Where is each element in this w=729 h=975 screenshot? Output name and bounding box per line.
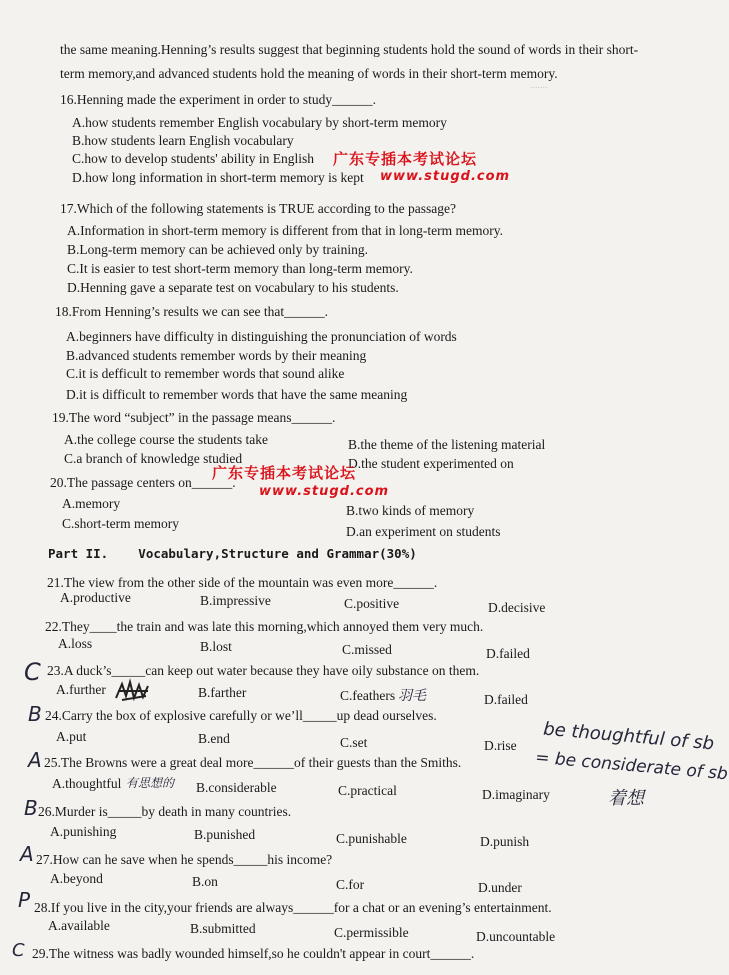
- question-26-option-c: C.punishable: [336, 831, 407, 846]
- question-18-option-b: B.advanced students remember words by their meaning: [66, 348, 367, 363]
- question-16-option-d: D.how long information in short-term memory is kept: [72, 170, 364, 185]
- question-16-option-b: B.how students learn English vocabulary: [72, 133, 294, 148]
- question-17-option-d: D.Henning gave a separate test on vocabulary to his students.: [67, 280, 399, 295]
- question-19-option-a: A.the college course the students take: [64, 432, 268, 447]
- question-21-option-d: D.decisive: [488, 600, 546, 615]
- question-22-option-d: D.failed: [486, 646, 530, 661]
- question-26-stem: 26.Murder is_____by death in many countries.: [38, 804, 292, 819]
- question-22-stem: 22.They____the train and was late this morning,which annoyed them very much.: [45, 619, 484, 634]
- question-20-option-d: D.an experiment on students: [346, 524, 501, 539]
- question-27-option-b: B.on: [192, 874, 218, 889]
- question-23-option-c: C.feathers: [340, 688, 396, 703]
- handwritten-note-phrase-1: be thoughtful of sb: [542, 718, 715, 755]
- question-28-option-b: B.submitted: [190, 921, 256, 936]
- question-19-stem: 19.The word “subject” in the passage means______.: [52, 410, 336, 425]
- question-17-stem: 17.Which of the following statements is TRUE according to the passage?: [60, 201, 457, 216]
- question-23-stem: 23.A duck’s_____can keep out water because they have oily substance on them.: [47, 663, 480, 678]
- question-17-option-c: C.It is easier to test short-term memory than long-term memory.: [67, 261, 413, 276]
- question-21-option-b: B.impressive: [200, 593, 271, 608]
- question-27-option-d: D.under: [478, 880, 522, 895]
- question-27-option-c: C.for: [336, 877, 365, 892]
- handwritten-note-25: 有思想的: [126, 776, 175, 790]
- question-21-option-a: A.productive: [60, 590, 131, 605]
- question-22-option-c: C.missed: [342, 642, 392, 657]
- handwritten-note-phrase-2: = be considerate of sb: [534, 747, 729, 785]
- watermark-url-2: www.stugd.com: [259, 484, 390, 499]
- bleed-through: .......: [530, 80, 548, 91]
- question-17-option-a: A.Information in short-term memory is different from that in long-term memory.: [67, 223, 504, 238]
- watermark-url-1: www.stugd.com: [380, 169, 511, 184]
- question-24-stem: 24.Carry the box of explosive carefully or we’ll_____up dead ourselves.: [45, 708, 437, 723]
- question-19-option-b: B.the theme of the listening material: [348, 437, 546, 452]
- question-20-option-a: A.memory: [62, 496, 121, 511]
- handwritten-note-23: 羽毛: [398, 688, 426, 704]
- question-24-option-d: D.rise: [484, 738, 517, 753]
- handwritten-answer-26: B: [24, 796, 38, 820]
- question-16-option-a: A.how students remember English vocabulary by short-term memory: [72, 115, 447, 130]
- question-18-option-c: C.it is defficult to remember words that sound alike: [66, 366, 345, 381]
- question-22-option-b: B.lost: [200, 639, 232, 654]
- question-23-option-b: B.farther: [198, 685, 247, 700]
- question-20-option-b: B.two kinds of memory: [346, 503, 475, 518]
- handwritten-answer-27: A: [20, 842, 34, 866]
- intro-line-2: term memory,and advanced students hold the meaning of words in their short-term memory.: [60, 66, 558, 81]
- handwritten-answer-25: A: [28, 748, 42, 772]
- question-24-option-a: A.put: [56, 729, 87, 744]
- question-23-option-a: A.further: [56, 682, 106, 697]
- question-19-option-d: D.the student experimented on: [348, 456, 514, 471]
- handwritten-answer-28: P: [18, 888, 31, 912]
- watermark-text-1: 广东专插本考试论坛: [333, 150, 478, 168]
- question-19-option-c: C.a branch of knowledge studied: [64, 451, 243, 466]
- question-26-option-a: A.punishing: [50, 824, 117, 839]
- question-29-stem: 29.The witness was badly wounded himself,so he couldn't appear in court______.: [32, 946, 475, 961]
- handwritten-answer-24: B: [28, 702, 42, 726]
- section-heading-part-2: Part II. Vocabulary,Structure and Grammar(30%): [48, 546, 417, 561]
- question-18-option-d: D.it is difficult to remember words that have the same meaning: [66, 387, 408, 402]
- question-16-stem: 16.Henning made the experiment in order to study______.: [60, 92, 377, 107]
- watermark-text-2: 广东专插本考试论坛: [212, 464, 357, 482]
- handwritten-answer-23: C: [24, 658, 41, 686]
- question-28-option-c: C.permissible: [334, 925, 409, 940]
- question-26-option-b: B.punished: [194, 827, 256, 842]
- question-23-option-d: D.failed: [484, 692, 528, 707]
- question-26-option-d: D.punish: [480, 834, 530, 849]
- question-27-stem: 27.How can he save when he spends_____his income?: [36, 852, 333, 867]
- question-25-option-d: D.imaginary: [482, 787, 550, 802]
- question-18-option-a: A.beginners have difficulty in distinguishing the pronunciation of words: [66, 329, 457, 344]
- question-24-option-c: C.set: [340, 735, 368, 750]
- question-24-option-b: B.end: [198, 731, 230, 746]
- question-25-stem: 25.The Browns were a great deal more______of their guests than the Smiths.: [44, 755, 462, 770]
- intro-line-1: the same meaning.Henning’s results suggest that beginning students hold the sound of words in their short-: [60, 42, 639, 57]
- question-25-option-c: C.practical: [338, 783, 397, 798]
- question-17-option-b: B.Long-term memory can be achieved only by training.: [67, 242, 369, 257]
- question-28-option-a: A.available: [48, 918, 110, 933]
- question-28-stem: 28.If you live in the city,your friends are always______for a chat or an evening’s entertainment.: [34, 900, 552, 915]
- question-21-stem: 21.The view from the other side of the mountain was even more______.: [47, 575, 438, 590]
- question-16-option-c: C.how to develop students' ability in English: [72, 151, 315, 166]
- question-20-stem: 20.The passage centers on______.: [50, 475, 236, 490]
- question-25-option-b: B.considerable: [196, 780, 277, 795]
- handwritten-answer-29: C: [12, 940, 25, 961]
- scribble-mark: [112, 678, 152, 704]
- question-28-option-d: D.uncountable: [476, 929, 556, 944]
- question-27-option-a: A.beyond: [50, 871, 103, 886]
- question-20-option-c: C.short-term memory: [62, 516, 179, 531]
- question-18-stem: 18.From Henning’s results we can see that______.: [55, 304, 328, 319]
- question-21-option-c: C.positive: [344, 596, 400, 611]
- question-25-option-a: A.thoughtful: [52, 776, 122, 791]
- handwritten-note-phrase-3: 着想: [608, 788, 644, 809]
- question-22-option-a: A.loss: [58, 636, 93, 651]
